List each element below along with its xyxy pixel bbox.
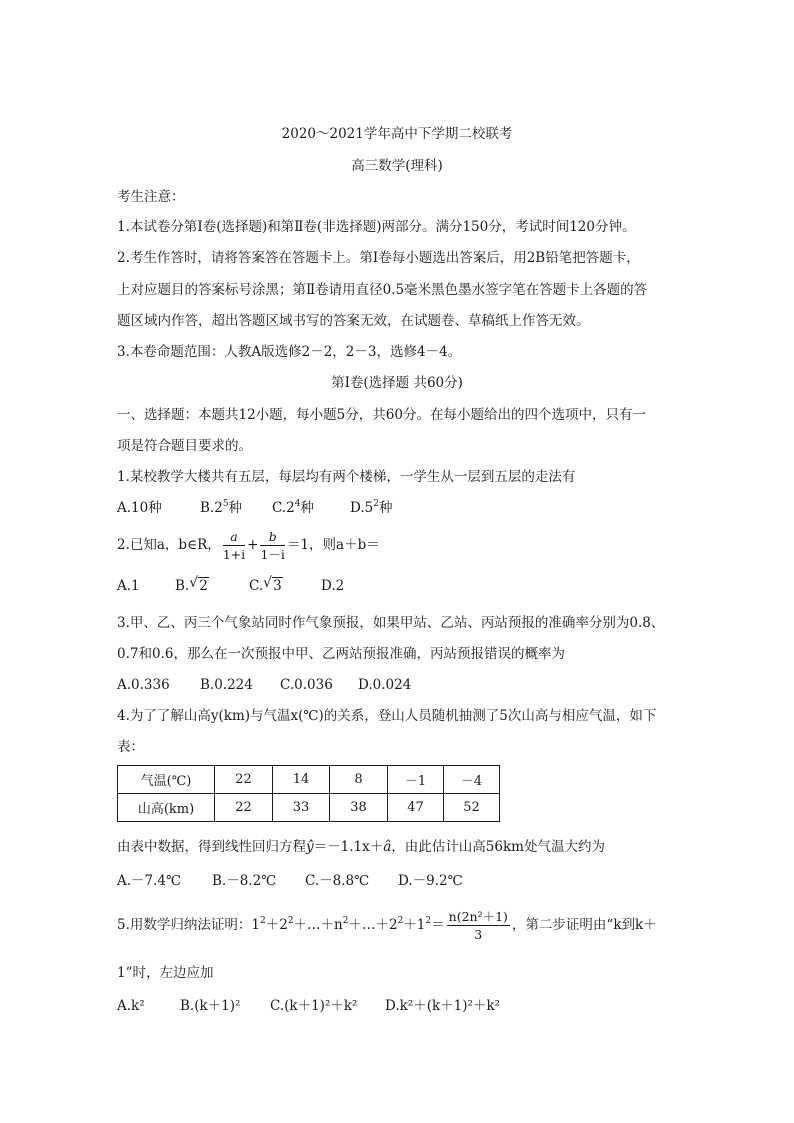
question-5-stem: 5.用数学归纳法证明：$1^2+2^2+\dots+n^2+\dots+2^2+1^2=$ $\frac{\text{n(2n²＋1)}}{3}$ ，第二步证明由“k到k＋ [117,909,657,942]
q5-option-c: C.(k＋1)²＋k² [270,998,358,1014]
q4-option-b: B.－8.2℃ [212,873,277,889]
q4-option-a: A.－7.4℃ [117,873,182,889]
notice-item-2-line-1: 2.考生作答时，请将答案答在答题卡上。第Ⅰ卷每小题选出答案后，用2B铅笔把答题卡， [117,250,640,266]
table-cell: 22 [215,794,273,822]
a-hat-symbol: â [383,839,392,855]
table-row [118,766,500,794]
question-4-line-1: 4.为了了解山高y(km)与气温x(℃)的关系，登山人员随机抽测了5次山高与相应气温，如下 [117,708,657,724]
sqrt-3: √ 3 [263,575,282,594]
notice-item-1: 1.本试卷分第Ⅰ卷(选择题)和第Ⅱ卷(非选择题)两部分。满分150分，考试时间120分钟。 [117,219,636,235]
q2-option-a: A.1 [117,578,140,594]
table-cell: －4 [444,766,500,794]
data-table [117,765,500,822]
q2-fraction-2: $\frac{b}{1-i}$ [260,529,285,562]
table-row-label: 气温(℃) [118,766,215,794]
question-4-line-2: 表： [117,739,144,755]
table-cell: 22 [215,766,273,794]
sqrt-2: √ 2 [189,575,208,594]
table-cell: 38 [330,794,388,822]
y-hat-symbol: ŷ [306,839,314,855]
q3-option-d: D.0.024 [358,677,412,693]
table-cell: 33 [273,794,330,822]
q1-option-b: $B.2^5$种 [200,498,243,516]
question-5-line-2: 1”时，左边应加 [117,965,214,981]
exam-title: 2020～2021学年高中下学期二校联考 [281,126,513,142]
question-3-line-2: 0.7和0.6，那么在一次预报中甲、乙两站预报准确，丙站预报错误的概率为 [117,646,565,662]
notice-heading: 考生注意： [117,189,185,205]
question-2-stem: 2.已知a，b∈R， $\frac{a}{1+i}$ + $\frac{b}{1-i}$ ＝1，则a＋b＝ [117,529,380,562]
q5-option-d: D.k²＋(k＋1)²＋k² [385,998,501,1014]
question-1-stem: 1.某校教学大楼共有五层，每层均有两个楼梯，一学生从一层到五层的走法有 [117,469,576,485]
notice-item-3: 3.本卷命题范围：人教A版选修2－2，2－3，选修4－4。 [117,344,462,360]
exam-subtitle: 高三数学(理科) [351,158,443,174]
question-3-line-1: 3.甲、乙、丙三个气象站同时作气象预报，如果甲站、乙站、丙站预报的准确率分别为0.8、 [117,615,665,631]
notice-item-2-line-3: 题区域内作答，超出答题区域书写的答案无效，在试题卷、草稿纸上作答无效。 [117,313,590,329]
q5-option-a: A.k² [117,998,145,1014]
table-cell: －1 [388,766,444,794]
table-row-label: 山高(km) [118,794,215,822]
q4-option-c: C.－8.8℃ [305,873,370,889]
q1-option-d: $D.5^2$种 [350,498,393,516]
table-cell: 47 [388,794,444,822]
q3-option-b: B.0.224 [200,677,253,693]
section-instructions-line-1: 一、选择题：本题共12小题，每小题5分，共60分。在每小题给出的四个选项中，只有一 [117,407,646,423]
q2-fraction-1: $\frac{a}{1+i}$ [222,529,246,562]
table-cell: 8 [330,766,388,794]
q1-option-c: $C.2^4$种 [272,498,314,516]
q1-option-a: A.10种 [117,500,162,516]
q3-option-c: C.0.036 [280,677,333,693]
q5-option-b: B.(k＋1)² [180,998,241,1014]
notice-item-2-line-2: 上对应题目的答案标号涂黑；第Ⅱ卷请用直径0.5毫米黑色墨水签字笔在答题卡上各题的答 [117,282,648,298]
question-4-regression-line: 由表中数据，得到线性回归方程ŷ＝－1.1x＋â，由此估计山高56km处气温大约为 [117,839,605,855]
section-title: 第Ⅰ卷(选择题 共60分) [331,375,463,391]
section-instructions-line-2: 项是符合题目要求的。 [117,438,252,454]
table-row [118,794,500,822]
q2-option-d: D.2 [321,578,345,594]
table-cell: 52 [444,794,500,822]
q2-option-c: C. √ 3 [249,575,282,594]
table-cell: 14 [273,766,330,794]
q3-option-a: A.0.336 [117,677,170,693]
q4-option-d: D.－9.2℃ [398,873,463,889]
q2-option-b: B. √ 2 [175,575,208,594]
q5-fraction: $\frac{\text{n(2n²＋1)}}{3}$ [448,909,508,942]
